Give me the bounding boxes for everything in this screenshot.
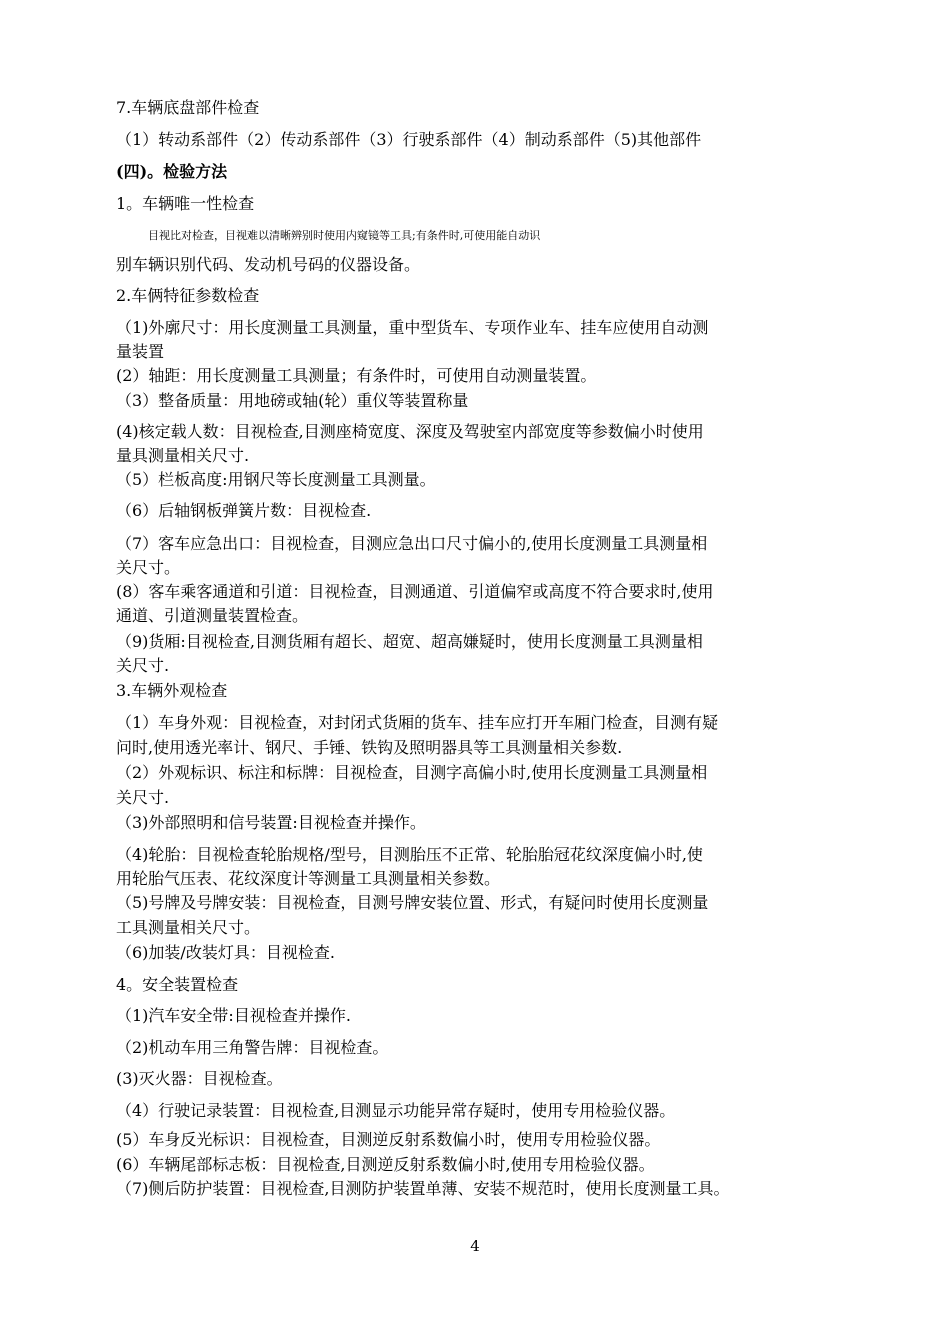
subsection-heading: 1。车辆唯一性检查 xyxy=(116,194,255,213)
text-line: 用轮胎气压表、花纹深度计等测量工具测量相关参数。 xyxy=(116,869,501,888)
subsection-heading: 4。安全装置检查 xyxy=(116,975,239,994)
text-line: （4）行驶记录装置：目视检查,目测显示功能异常存疑时，使用专用检验仪器。 xyxy=(116,1101,676,1120)
text-line: 关尺寸. xyxy=(116,656,170,675)
page-number: 4 xyxy=(470,1237,480,1255)
text-line: （6）后轴钢板弹簧片数：目视检查. xyxy=(116,501,372,520)
text-line: （1）转动系部件（2）传动系部件（3）行驶系部件（4）制动系部件（5)其他部件 xyxy=(116,130,702,149)
text-line: （2)机动车用三角警告牌：目视检查。 xyxy=(116,1038,389,1057)
text-line: （1)外廓尺寸：用长度测量工具测量，重中型货车、专项作业车、挂车应使用自动测 xyxy=(116,318,709,337)
text-line: (5）车身反光标识：目视检查，目测逆反射系数偏小时，使用专用检验仪器。 xyxy=(116,1130,661,1149)
text-line: （9)货厢:目视检查,目测货厢有超长、超宽、超高嫌疑时，使用长度测量工具测量相 xyxy=(116,632,703,651)
text-line: (2）轴距：用长度测量工具测量；有条件时，可使用自动测量装置。 xyxy=(116,366,597,385)
text-line: （3）整备质量：用地磅或轴(轮）重仪等装置称量 xyxy=(116,391,469,410)
text-line: （7)侧后防护装置：目视检查,目测防护装置单薄、安装不规范时，使用长度测量工具。 xyxy=(116,1179,730,1198)
text-line: (3)灭火器：目视检查。 xyxy=(116,1069,283,1088)
text-line: （6)加装/改装灯具：目视检查. xyxy=(116,943,335,962)
text-line: （2）外观标识、标注和标牌：目视检查，目测字高偏小时,使用长度测量工具测量相 xyxy=(116,763,708,782)
section-heading-methods: (四)。检验方法 xyxy=(116,162,228,181)
text-line: 目视比对检查，目视难以清晰辨别时使用内窥镜等工具;有条件时,可使用能自动识 xyxy=(148,229,541,242)
text-line: （4)轮胎：目视检查轮胎规格/型号，目测胎压不正常、轮胎胎冠花纹深度偏小时,使 xyxy=(116,845,703,864)
text-line: （5)号牌及号牌安装：目视检查，目测号牌安装位置、形式，有疑问时使用长度测量 xyxy=(116,893,709,912)
text-line: 量装置 xyxy=(116,342,165,361)
text-line: （1)汽车安全带:目视检查并操作. xyxy=(116,1006,351,1025)
text-line: （3)外部照明和信号装置:目视检查并操作。 xyxy=(116,813,426,832)
text-line: （7）客车应急出口：目视检查，目测应急出口尺寸偏小的,使用长度测量工具测量相 xyxy=(116,534,708,553)
subsection-heading: 3.车辆外观检查 xyxy=(116,681,228,700)
text-line: 问时,使用透光率计、钢尺、手锤、铁钩及照明器具等工具测量相关参数. xyxy=(116,738,623,757)
text-line: （1）车身外观：目视检查，对封闭式货厢的货车、挂车应打开车厢门检查，目测有疑 xyxy=(116,713,719,732)
text-line: 通道、引道测量装置检查。 xyxy=(116,606,309,625)
text-line: 量具测量相关尺寸. xyxy=(116,446,250,465)
text-line: 关尺寸。 xyxy=(116,558,181,577)
text-line: （5）栏板高度:用钢尺等长度测量工具测量。 xyxy=(116,470,436,489)
text-line: (4)核定载人数：目视检查,目测座椅宽度、深度及驾驶室内部宽度等参数偏小时使用 xyxy=(116,422,704,441)
text-line: (8）客车乘客通道和引道：目视检查，目测通道、引道偏窄或高度不符合要求时,使用 xyxy=(116,582,714,601)
section-heading-chassis: 7.车辆底盘部件检查 xyxy=(116,98,260,117)
subsection-heading: 2.车俩特征参数检查 xyxy=(116,286,260,305)
text-line: 别车辆识别代码、发动机号码的仪器设备。 xyxy=(116,255,421,274)
text-line: 关尺寸. xyxy=(116,788,170,807)
text-line: 工具测量相关尺寸。 xyxy=(116,918,261,937)
text-line: (6）车辆尾部标志板：目视检查,目测逆反射系数偏小时,使用专用检验仪器。 xyxy=(116,1155,655,1174)
